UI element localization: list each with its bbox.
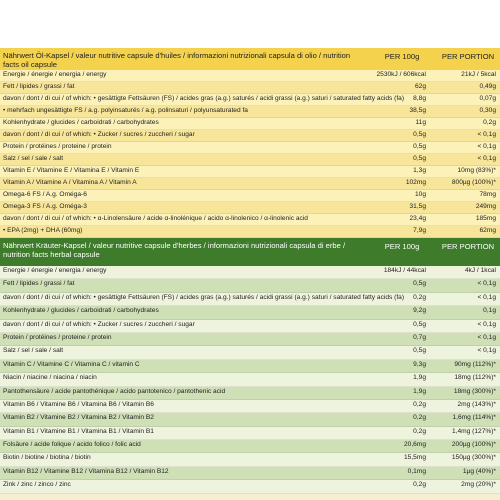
herbal-row-per-portion: < 0,1g (477, 280, 496, 288)
oil-row-label: davon / dont / di cui / of which: • α-Linolensäure / acide α-linolénique / acido α-linolenico / α-linolenic acid (3, 215, 308, 222)
herbal-row-label: Kohlenhydrate / glucides / carboidrati / carbohydrates (3, 307, 159, 315)
herbal-row-per-portion: 2mg (143%)* (457, 400, 496, 408)
oil-row-label: Energie / énergie / energia / energy (3, 71, 107, 78)
oil-row-per-portion: < 0,1g (477, 131, 496, 138)
oil-table-row (0, 202, 500, 214)
herbal-row-label: Energie / énergie / energia / energy (3, 267, 107, 274)
herbal-row-per100g: 0,7g (413, 333, 426, 341)
herbal-row-label: Vitamin B6 / Vitamine B6 / Vitamina B6 / Vitamin B6 (3, 400, 154, 408)
herbal-row-per-portion: 18mg (112%)* (454, 374, 496, 382)
oil-row-per100g: 11g (415, 119, 426, 126)
herbal-row-per100g: 0,5g (413, 347, 426, 355)
herbal-row-per100g: 1,9g (413, 387, 426, 395)
oil-col-per-portion: PER PORTION (441, 52, 495, 61)
herbal-row-per-portion: 150µg (300%)* (451, 454, 496, 462)
oil-row-per-portion: 78mg (479, 191, 496, 198)
oil-row-per100g: 0,5g (413, 143, 426, 150)
oil-row-per-portion: 800µg (100%)* (451, 179, 496, 186)
herbal-table-row (0, 400, 500, 413)
oil-row-per100g: 102mg (405, 179, 426, 186)
oil-row-per100g: 10g (414, 191, 426, 198)
herbal-row-label: Zink / zinc / zinco / zinc (3, 481, 71, 489)
oil-row-per-portion: 185mg (475, 215, 496, 222)
oil-row-label: Fett / lipides / grassi / fat (3, 83, 75, 90)
herbal-row-label: Vitamin B2 / Vitamine B2 / Vitamina B2 / Vitamin B2 (3, 414, 154, 422)
oil-col-per100g: PER 100g (384, 52, 420, 61)
oil-capsule-title: Nährwert Öl-Kapsel / valeur nutritive capsule d'huiles / informazioni nutrizionali capsula di olio / nutrition facts oil capsule (3, 51, 351, 69)
oil-row-per100g: 7,9g (413, 227, 426, 234)
oil-row-per100g: 62g (414, 83, 426, 90)
herbal-row-per100g: 0,5g (413, 280, 426, 288)
herbal-row-per-portion: < 0,1g (477, 347, 496, 355)
oil-table-row (0, 106, 500, 118)
herbal-row-per100g: 0,2g (413, 481, 426, 489)
oil-row-per-portion: 0,07g (479, 95, 496, 102)
oil-row-per-portion: 0,2g (483, 119, 496, 126)
oil-row-per-portion: 21kJ / 5kcal (461, 71, 496, 78)
herbal-row-per100g: 0,1mg (407, 467, 426, 475)
herbal-row-per100g: 15,5mg (404, 454, 426, 462)
herbal-row-label: Fett / lipides / grassi / fat (3, 280, 75, 288)
herbal-row-label: Vitamin B12 / Vitamine B12 / Vitamina B12 / Vitamin B12 (3, 467, 169, 475)
herbal-table-row (0, 266, 500, 279)
oil-row-per-portion: 62mg (479, 227, 496, 234)
herbal-row-per100g: 0,2g (413, 293, 426, 301)
herbal-row-label: Vitamin C / Vitamine C / Vitamina C / vitamin C (3, 360, 140, 368)
herbal-row-label: Protein / protéines / proteine / protein (3, 333, 112, 341)
herbal-table-row (0, 480, 500, 493)
herbal-table-row (0, 413, 500, 426)
oil-row-label: Kohlenhydrate / glucides / carboidrati / carbohydrates (3, 119, 159, 126)
herbal-col-per100g: PER 100g (384, 242, 420, 251)
herbal-capsule-rows (0, 266, 500, 494)
herbal-row-label: Salz / sel / sale / salt (3, 347, 64, 355)
herbal-col-per-portion: PER PORTION (441, 242, 495, 251)
oil-table-row (0, 142, 500, 154)
herbal-table-row (0, 360, 500, 373)
herbal-row-label: Pantothensäure / acide pantothénique / acido pantotenico / pantothenic acid (3, 387, 226, 395)
herbal-table-row (0, 346, 500, 359)
oil-table-row (0, 190, 500, 202)
oil-row-per100g: 2530kJ / 606kcal (376, 71, 426, 78)
oil-row-per100g: 31,5g (409, 203, 426, 210)
oil-row-label: Vitamin E / Vitamine E / Vitamina E / Vitamin E (3, 167, 140, 174)
herbal-row-per-portion: 1,6mg (114%)* (452, 414, 496, 422)
herbal-row-per-portion: 200µg (100%)* (451, 441, 496, 449)
oil-row-per-portion: 0,30g (479, 107, 496, 114)
oil-table-row (0, 118, 500, 130)
oil-capsule-header (0, 48, 500, 70)
herbal-table-row (0, 440, 500, 453)
herbal-table-row (0, 387, 500, 400)
herbal-row-per100g: 0,2g (413, 427, 426, 435)
oil-row-per-portion: < 0,1g (477, 143, 496, 150)
oil-row-label: • mehrfach ungesättigte FS / a.g. polyinsaturés / a.g. polinsaturi / polyunsaturated fa (3, 107, 248, 114)
herbal-row-per-portion: < 0,1g (477, 320, 496, 328)
top-margin (0, 0, 500, 48)
herbal-row-per100g: 9,2g (413, 307, 426, 315)
herbal-row-per100g: 9,3g (413, 360, 426, 368)
oil-table-row (0, 94, 500, 106)
herbal-table-row (0, 373, 500, 386)
herbal-capsule-panel (0, 238, 500, 500)
oil-row-per100g: 1,3g (413, 167, 426, 174)
herbal-table-row (0, 453, 500, 466)
herbal-row-per-portion: 18mg (300%)* (453, 387, 496, 395)
herbal-table-row (0, 320, 500, 333)
herbal-row-label: davon / dont / di cui / of which: • Zucker / sucres / zuccheri / sugar (3, 320, 195, 328)
oil-row-per-portion: 0,49g (479, 83, 496, 90)
oil-row-per100g: 23,4g (409, 215, 426, 222)
oil-row-label: Salz / sel / sale / salt (3, 155, 64, 162)
oil-table-row (0, 130, 500, 142)
herbal-row-label: davon / dont / di cui / of which: • gesättigte Fettsäuren (FS) / acides gras (a.g.) saturés / acidi grassi (a.g.) saturi / saturated fatty acids (fa) (3, 293, 405, 301)
oil-row-per100g: 0,5g (413, 131, 426, 138)
herbal-row-per100g: 1,9g (413, 374, 426, 382)
oil-row-label: Omega-3 FS / A.g. Oméga-3 (3, 203, 87, 210)
herbal-table-row (0, 333, 500, 346)
herbal-row-per-portion: 0,1g (483, 307, 496, 315)
herbal-table-row (0, 467, 500, 480)
oil-row-per-portion: 10mg (83%)* (457, 167, 496, 174)
herbal-row-per-portion: 90mg (112%)* (454, 360, 496, 368)
oil-table-row (0, 178, 500, 190)
herbal-row-per-portion: < 0,1g (477, 293, 496, 301)
herbal-row-per-portion: 4kJ / 1kcal (464, 267, 496, 274)
herbal-table-row (0, 427, 500, 440)
oil-row-label: davon / dont / di cui / of which: • gesättigte Fettsäuren (FS) / acides gras (a.g.) saturés / acidi grassi (a.g.) saturi / saturated fatty acids (fa) (3, 95, 405, 102)
oil-row-label: Vitamin A / Vitamine A / Vitamina A / Vitamin A (3, 179, 137, 186)
oil-row-per100g: 38,5g (409, 107, 426, 114)
oil-row-label: • EPA (2mg) + DHA (60mg) (3, 227, 83, 234)
oil-row-label: davon / dont / di cui / of which: • Zucker / sucres / zuccheri / sugar (3, 131, 195, 138)
oil-capsule-rows (0, 70, 500, 238)
herbal-row-label: Folsäure / acide folique / acido folico / folic acid (3, 441, 141, 449)
oil-row-per100g: 0,5g (413, 155, 426, 162)
oil-table-row (0, 214, 500, 226)
herbal-row-per100g: 20,6mg (404, 441, 426, 449)
herbal-row-per-portion: < 0,1g (477, 333, 496, 341)
oil-capsule-panel (0, 48, 500, 238)
herbal-capsule-title: Nährwert Kräuter-Kapsel / valeur nutritive capsule d'herbes / informazioni nutrizionali capsula di erbe / nutrition facts herbal capsule (3, 241, 346, 259)
herbal-capsule-header (0, 238, 500, 266)
herbal-row-per100g: 0,2g (413, 400, 426, 408)
herbal-table-row (0, 293, 500, 306)
herbal-row-per-portion: 1µg (40%)* (462, 467, 496, 475)
herbal-row-per-portion: 1,4mg (127%)* (452, 427, 496, 435)
herbal-row-per100g: 0,5g (413, 320, 426, 328)
herbal-row-label: Vitamin B1 / Vitamine B1 / Vitamina B1 / Vitamin B1 (3, 427, 154, 435)
oil-row-label: Omega-6 FS / A.g. Oméga-6 (3, 191, 87, 198)
oil-row-per-portion: 249mg (475, 203, 496, 210)
herbal-table-row (0, 279, 500, 292)
herbal-row-per-portion: 2mg (20%)* (461, 481, 496, 489)
oil-table-row (0, 226, 500, 238)
herbal-row-label: Niacin / niacine / niacina / niacin (3, 374, 97, 382)
oil-row-per100g: 8,8g (413, 95, 426, 102)
herbal-row-per100g: 184kJ / 44kcal (383, 267, 426, 274)
oil-row-label: Protein / protéines / proteine / protein (3, 143, 112, 150)
oil-table-row (0, 154, 500, 166)
herbal-table-row (0, 306, 500, 319)
oil-table-row (0, 166, 500, 178)
oil-table-row (0, 70, 500, 82)
herbal-row-per100g: 0,2g (413, 414, 426, 422)
oil-row-per-portion: < 0,1g (477, 155, 496, 162)
oil-table-row (0, 82, 500, 94)
herbal-row-label: Biotin / biotine / biotina / biotin (3, 454, 91, 462)
